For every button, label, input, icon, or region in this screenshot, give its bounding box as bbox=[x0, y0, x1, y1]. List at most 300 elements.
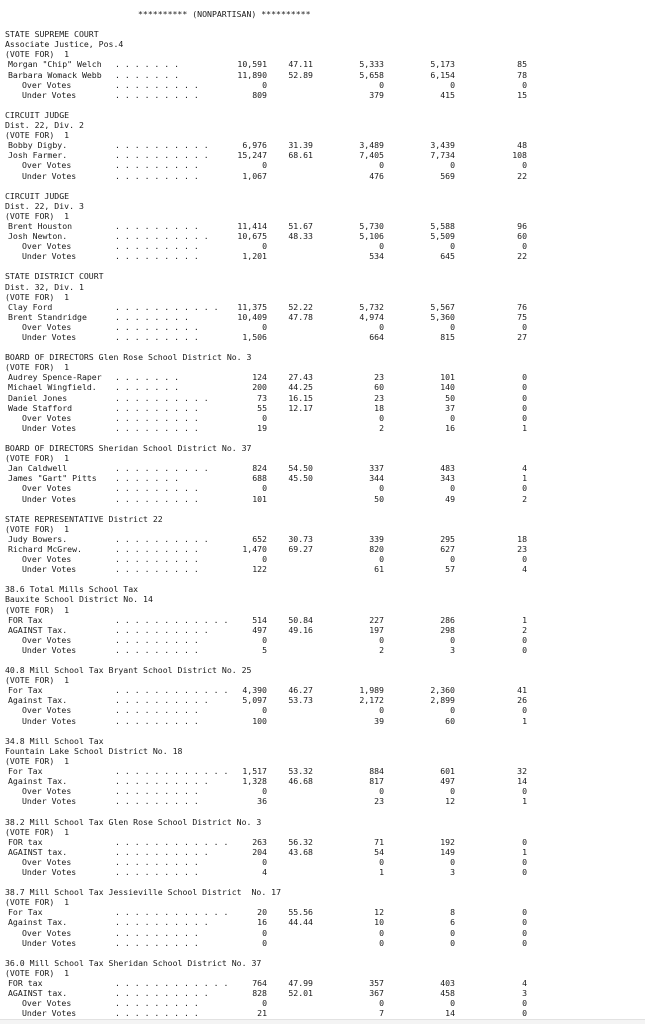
column-3-votes: 1,989 bbox=[359, 685, 384, 696]
column-4-votes: 192 bbox=[440, 836, 455, 847]
vote-percent: 54.50 bbox=[288, 463, 313, 474]
leader-dots: . . . . . . . . . . bbox=[115, 463, 209, 474]
column-4-votes: 6,154 bbox=[430, 69, 455, 80]
race-section bbox=[5, 352, 640, 433]
vote-percent: 50.84 bbox=[288, 614, 313, 625]
column-4-votes: 2,899 bbox=[430, 695, 455, 706]
summary-row bbox=[5, 80, 640, 90]
total-votes: 0 bbox=[262, 998, 267, 1009]
column-3-votes: 60 bbox=[374, 382, 384, 393]
vote-percent: 69.27 bbox=[288, 543, 313, 554]
total-votes: 1,517 bbox=[242, 766, 267, 777]
column-5-votes: 4 bbox=[522, 564, 527, 575]
total-votes: 15,247 bbox=[237, 150, 267, 161]
total-votes: 0 bbox=[262, 160, 267, 171]
column-3-votes: 884 bbox=[369, 766, 384, 777]
candidate-row bbox=[5, 776, 640, 786]
column-3-votes: 7 bbox=[379, 1008, 384, 1019]
column-4-votes: 0 bbox=[450, 483, 455, 494]
candidate-row bbox=[5, 372, 640, 382]
leader-dots: . . . . . . . bbox=[115, 382, 180, 393]
leader-dots: . . . . . . . . . bbox=[115, 715, 199, 726]
column-4-votes: 343 bbox=[440, 473, 455, 484]
choice-name: Over Votes bbox=[22, 241, 72, 252]
vote-for-label: (VOTE FOR) 1 bbox=[5, 362, 70, 373]
column-5-votes: 96 bbox=[517, 220, 527, 231]
choice-name: Brent Standridge bbox=[8, 311, 87, 322]
column-3-votes: 197 bbox=[369, 624, 384, 635]
leader-dots: . . . . . . . . . bbox=[115, 554, 199, 565]
summary-row bbox=[5, 251, 640, 261]
total-votes: 204 bbox=[252, 846, 267, 857]
vote-percent: 46.27 bbox=[288, 685, 313, 696]
total-votes: 0 bbox=[262, 241, 267, 252]
choice-name: Against Tax. bbox=[8, 776, 68, 787]
header-text: ********** (NONPARTISAN) ********** bbox=[138, 9, 311, 19]
race-title: BOARD OF DIRECTORS Sheridan School District No. 37 bbox=[5, 443, 252, 454]
vote-for-label: (VOTE FOR) 1 bbox=[5, 210, 70, 221]
column-3-votes: 0 bbox=[379, 321, 384, 332]
candidate-row bbox=[5, 221, 640, 231]
total-votes: 764 bbox=[252, 978, 267, 988]
vote-percent: 53.32 bbox=[288, 766, 313, 777]
race-section bbox=[5, 584, 640, 655]
leader-dots: . . . . . . . . . . bbox=[115, 150, 209, 161]
summary-row bbox=[5, 413, 640, 423]
total-votes: 10,675 bbox=[237, 231, 267, 242]
vote-percent: 43.68 bbox=[288, 846, 313, 857]
leader-dots: . . . . . . . . . bbox=[115, 89, 199, 100]
choice-name: Over Votes bbox=[22, 412, 72, 423]
leader-dots: . . . . . . . . . bbox=[115, 937, 199, 948]
column-4-votes: 458 bbox=[440, 988, 455, 999]
column-4-votes: 3,439 bbox=[430, 140, 455, 151]
leader-dots: . . . . . . . . . bbox=[115, 998, 199, 1009]
column-5-votes: 0 bbox=[522, 382, 527, 393]
vote-percent: 30.73 bbox=[288, 533, 313, 544]
candidate-row bbox=[5, 393, 640, 403]
column-4-votes: 5,588 bbox=[430, 220, 455, 231]
column-4-votes: 37 bbox=[445, 402, 455, 413]
column-5-votes: 0 bbox=[522, 634, 527, 645]
choice-name: Under Votes bbox=[22, 866, 77, 877]
choice-name: Michael Wingfield. bbox=[8, 382, 97, 393]
race-section bbox=[5, 29, 640, 100]
column-4-votes: 298 bbox=[440, 624, 455, 635]
column-3-votes: 820 bbox=[369, 543, 384, 554]
total-votes: 11,890 bbox=[237, 69, 267, 80]
vote-percent: 48.33 bbox=[288, 231, 313, 242]
candidate-row bbox=[5, 917, 640, 927]
summary-row bbox=[5, 494, 640, 504]
column-4-votes: 8 bbox=[450, 907, 455, 918]
leader-dots: . . . . . . . . . bbox=[115, 796, 199, 807]
column-5-votes: 78 bbox=[517, 69, 527, 80]
column-4-votes: 645 bbox=[440, 251, 455, 262]
vote-for-label: (VOTE FOR) 1 bbox=[5, 604, 70, 615]
column-5-votes: 1 bbox=[522, 422, 527, 433]
total-votes: 0 bbox=[262, 634, 267, 645]
choice-name: Over Votes bbox=[22, 79, 72, 90]
column-4-votes: 49 bbox=[445, 493, 455, 504]
race-title: Bauxite School District No. 14 bbox=[5, 594, 153, 605]
column-5-votes: 27 bbox=[517, 332, 527, 342]
vote-percent: 12.17 bbox=[288, 402, 313, 413]
vote-percent: 52.01 bbox=[288, 988, 313, 999]
column-3-votes: 5,658 bbox=[359, 69, 384, 80]
column-3-votes: 0 bbox=[379, 554, 384, 565]
choice-name: Under Votes bbox=[22, 493, 77, 504]
leader-dots: . . . . . . . . . . . . bbox=[115, 685, 229, 696]
races-container bbox=[5, 29, 640, 1018]
vote-for-label: (VOTE FOR) 1 bbox=[5, 49, 70, 60]
race-title: 34.8 Mill School Tax bbox=[5, 735, 104, 746]
total-votes: 497 bbox=[252, 624, 267, 635]
summary-row bbox=[5, 1008, 640, 1018]
column-4-votes: 403 bbox=[440, 978, 455, 988]
column-3-votes: 5,106 bbox=[359, 231, 384, 242]
choice-name: Over Votes bbox=[22, 160, 72, 171]
choice-name: Under Votes bbox=[22, 796, 77, 807]
summary-row bbox=[5, 171, 640, 181]
column-3-votes: 0 bbox=[379, 705, 384, 716]
column-5-votes: 0 bbox=[522, 786, 527, 797]
vote-percent: 47.99 bbox=[288, 978, 313, 988]
leader-dots: . . . . . . . . . . . . bbox=[115, 766, 229, 777]
column-3-votes: 0 bbox=[379, 634, 384, 645]
choice-name: Under Votes bbox=[22, 564, 77, 575]
leader-dots: . . . . . . . . bbox=[115, 311, 189, 322]
column-5-votes: 0 bbox=[522, 79, 527, 90]
leader-dots: . . . . . . . . . . . . bbox=[115, 978, 229, 988]
column-5-votes: 0 bbox=[522, 907, 527, 918]
choice-name: Over Votes bbox=[22, 786, 72, 797]
vote-for-label: (VOTE FOR) 1 bbox=[5, 826, 70, 837]
column-4-votes: 627 bbox=[440, 543, 455, 554]
total-votes: 20 bbox=[257, 907, 267, 918]
column-3-votes: 0 bbox=[379, 786, 384, 797]
column-4-votes: 601 bbox=[440, 766, 455, 777]
column-4-votes: 5,173 bbox=[430, 59, 455, 70]
summary-row bbox=[5, 796, 640, 806]
column-5-votes: 1 bbox=[522, 846, 527, 857]
total-votes: 0 bbox=[262, 705, 267, 716]
column-3-votes: 3,489 bbox=[359, 140, 384, 151]
column-5-votes: 41 bbox=[517, 685, 527, 696]
column-3-votes: 0 bbox=[379, 998, 384, 1009]
summary-row bbox=[5, 928, 640, 938]
column-5-votes: 0 bbox=[522, 927, 527, 938]
vote-percent: 47.78 bbox=[288, 311, 313, 322]
column-5-votes: 0 bbox=[522, 705, 527, 716]
column-3-votes: 18 bbox=[374, 402, 384, 413]
column-3-votes: 2 bbox=[379, 644, 384, 655]
summary-row bbox=[5, 867, 640, 877]
column-3-votes: 2 bbox=[379, 422, 384, 433]
column-5-votes: 0 bbox=[522, 241, 527, 252]
column-3-votes: 54 bbox=[374, 846, 384, 857]
column-4-votes: 286 bbox=[440, 614, 455, 625]
leader-dots: . . . . . . . . . bbox=[115, 220, 199, 231]
column-5-votes: 48 bbox=[517, 140, 527, 151]
choice-name: Against Tax. bbox=[8, 695, 68, 706]
leader-dots: . . . . . . . . . . bbox=[115, 140, 209, 151]
summary-row bbox=[5, 423, 640, 433]
column-5-votes: 0 bbox=[522, 392, 527, 403]
column-5-votes: 0 bbox=[522, 644, 527, 655]
column-4-votes: 3 bbox=[450, 644, 455, 655]
choice-name: James "Gart" Pitts bbox=[8, 473, 97, 484]
race-title: CIRCUIT JUDGE bbox=[5, 190, 70, 201]
column-3-votes: 0 bbox=[379, 241, 384, 252]
total-votes: 4,390 bbox=[242, 685, 267, 696]
total-votes: 0 bbox=[262, 79, 267, 90]
leader-dots: . . . . . . . . . . bbox=[115, 533, 209, 544]
column-3-votes: 23 bbox=[374, 796, 384, 807]
race-section bbox=[5, 958, 640, 1019]
choice-name: Over Votes bbox=[22, 998, 72, 1009]
column-4-votes: 0 bbox=[450, 241, 455, 252]
choice-name: Under Votes bbox=[22, 170, 77, 181]
total-votes: 1,470 bbox=[242, 543, 267, 554]
race-title: 38.2 Mill School Tax Glen Rose School District No. 3 bbox=[5, 816, 262, 827]
race-section bbox=[5, 443, 640, 504]
column-5-votes: 0 bbox=[522, 160, 527, 171]
column-4-votes: 3 bbox=[450, 866, 455, 877]
vote-for-label: (VOTE FOR) 1 bbox=[5, 967, 70, 978]
column-4-votes: 483 bbox=[440, 463, 455, 474]
summary-row bbox=[5, 322, 640, 332]
column-4-votes: 0 bbox=[450, 634, 455, 645]
column-5-votes: 0 bbox=[522, 856, 527, 867]
total-votes: 0 bbox=[262, 856, 267, 867]
total-votes: 0 bbox=[262, 483, 267, 494]
leader-dots: . . . . . . . . . . bbox=[115, 624, 209, 635]
column-4-votes: 101 bbox=[440, 372, 455, 383]
column-5-votes: 0 bbox=[522, 866, 527, 877]
leader-dots: . . . . . . . . . bbox=[115, 564, 199, 575]
column-5-votes: 0 bbox=[522, 483, 527, 494]
leader-dots: . . . . . . . . . bbox=[115, 332, 199, 342]
choice-name: Jan Caldwell bbox=[8, 463, 68, 474]
total-votes: 652 bbox=[252, 533, 267, 544]
choice-name: AGAINST Tax. bbox=[8, 624, 68, 635]
race-title: 40.8 Mill School Tax Bryant School District No. 25 bbox=[5, 665, 252, 676]
race-section bbox=[5, 110, 640, 181]
column-4-votes: 0 bbox=[450, 705, 455, 716]
leader-dots: . . . . . . . . . bbox=[115, 422, 199, 433]
total-votes: 16 bbox=[257, 917, 267, 928]
column-3-votes: 664 bbox=[369, 332, 384, 342]
choice-name: Barbara Womack Webb bbox=[8, 69, 102, 80]
vote-percent: 44.44 bbox=[288, 917, 313, 928]
leader-dots: . . . . . . . bbox=[115, 372, 180, 383]
vote-percent: 56.32 bbox=[288, 836, 313, 847]
vote-for-label: (VOTE FOR) 1 bbox=[5, 755, 70, 766]
total-votes: 10,591 bbox=[237, 59, 267, 70]
column-5-votes: 4 bbox=[522, 978, 527, 988]
column-3-votes: 7,405 bbox=[359, 150, 384, 161]
leader-dots: . . . . . . . . . bbox=[115, 412, 199, 423]
leader-dots: . . . . . . . . . . bbox=[115, 917, 209, 928]
total-votes: 1,201 bbox=[242, 251, 267, 262]
race-title: STATE DISTRICT COURT bbox=[5, 271, 104, 282]
column-4-votes: 0 bbox=[450, 412, 455, 423]
total-votes: 828 bbox=[252, 988, 267, 999]
race-title: 36.0 Mill School Tax Sheridan School District No. 37 bbox=[5, 957, 262, 968]
choice-name: Over Votes bbox=[22, 856, 72, 867]
leader-dots: . . . . . . . bbox=[115, 473, 180, 484]
race-title: STATE SUPREME COURT bbox=[5, 29, 99, 40]
column-4-votes: 0 bbox=[450, 321, 455, 332]
column-4-votes: 0 bbox=[450, 79, 455, 90]
column-4-votes: 12 bbox=[445, 796, 455, 807]
candidate-row bbox=[5, 766, 640, 776]
column-3-votes: 367 bbox=[369, 988, 384, 999]
vote-percent: 68.61 bbox=[288, 150, 313, 161]
race-title: Dist. 32, Div. 1 bbox=[5, 281, 84, 292]
vote-percent: 55.56 bbox=[288, 907, 313, 918]
column-3-votes: 23 bbox=[374, 392, 384, 403]
column-4-votes: 0 bbox=[450, 856, 455, 867]
column-5-votes: 18 bbox=[517, 533, 527, 544]
column-4-votes: 0 bbox=[450, 786, 455, 797]
candidate-row bbox=[5, 463, 640, 473]
total-votes: 0 bbox=[262, 937, 267, 948]
column-5-votes: 0 bbox=[522, 836, 527, 847]
column-5-votes: 3 bbox=[522, 988, 527, 999]
column-4-votes: 0 bbox=[450, 554, 455, 565]
column-3-votes: 10 bbox=[374, 917, 384, 928]
summary-row bbox=[5, 705, 640, 715]
total-votes: 5 bbox=[262, 644, 267, 655]
column-5-votes: 0 bbox=[522, 1008, 527, 1019]
leader-dots: . . . . . . . . . . bbox=[115, 392, 209, 403]
candidate-row bbox=[5, 685, 640, 695]
column-4-votes: 295 bbox=[440, 533, 455, 544]
column-3-votes: 61 bbox=[374, 564, 384, 575]
choice-name: Over Votes bbox=[22, 554, 72, 565]
leader-dots: . . . . . . . bbox=[115, 59, 180, 70]
column-3-votes: 0 bbox=[379, 412, 384, 423]
total-votes: 100 bbox=[252, 715, 267, 726]
leader-dots: . . . . . . . . . bbox=[115, 160, 199, 171]
column-5-votes: 0 bbox=[522, 372, 527, 383]
candidate-row bbox=[5, 978, 640, 988]
column-5-votes: 1 bbox=[522, 473, 527, 484]
summary-row bbox=[5, 645, 640, 655]
column-4-votes: 5,567 bbox=[430, 301, 455, 312]
choice-name: Over Votes bbox=[22, 927, 72, 938]
candidate-row bbox=[5, 473, 640, 483]
column-4-votes: 0 bbox=[450, 160, 455, 171]
leader-dots: . . . . . . . . . . bbox=[115, 776, 209, 787]
column-4-votes: 149 bbox=[440, 846, 455, 857]
column-5-votes: 23 bbox=[517, 543, 527, 554]
column-5-votes: 0 bbox=[522, 321, 527, 332]
results-document bbox=[5, 9, 640, 1018]
summary-row bbox=[5, 332, 640, 342]
choice-name: For Tax bbox=[8, 907, 43, 918]
vote-percent: 51.67 bbox=[288, 220, 313, 231]
choice-name: Wade Stafford bbox=[8, 402, 73, 413]
column-3-votes: 39 bbox=[374, 715, 384, 726]
choice-name: Under Votes bbox=[22, 937, 77, 948]
choice-name: Daniel Jones bbox=[8, 392, 68, 403]
column-3-votes: 0 bbox=[379, 856, 384, 867]
race-title: Associate Justice, Pos.4 bbox=[5, 39, 124, 50]
summary-row bbox=[5, 635, 640, 645]
vote-percent: 31.39 bbox=[288, 140, 313, 151]
column-4-votes: 497 bbox=[440, 776, 455, 787]
leader-dots: . . . . . . . . . bbox=[115, 786, 199, 797]
leader-dots: . . . . . . . . . . . . bbox=[115, 907, 229, 918]
race-title: STATE REPRESENTATIVE District 22 bbox=[5, 513, 163, 524]
race-section bbox=[5, 271, 640, 342]
column-5-votes: 108 bbox=[512, 150, 527, 161]
candidate-row bbox=[5, 140, 640, 150]
race-title: Dist. 22, Div. 3 bbox=[5, 200, 84, 211]
column-5-votes: 4 bbox=[522, 463, 527, 474]
choice-name: Under Votes bbox=[22, 422, 77, 433]
column-4-votes: 6 bbox=[450, 917, 455, 928]
total-votes: 1,328 bbox=[242, 776, 267, 787]
column-4-votes: 815 bbox=[440, 332, 455, 342]
choice-name: Under Votes bbox=[22, 1008, 77, 1019]
column-3-votes: 0 bbox=[379, 160, 384, 171]
choice-name: Under Votes bbox=[22, 715, 77, 726]
choice-name: Audrey Spence-Raper bbox=[8, 372, 102, 383]
race-title: Dist. 22, Div. 2 bbox=[5, 120, 84, 131]
total-votes: 0 bbox=[262, 321, 267, 332]
column-5-votes: 75 bbox=[517, 311, 527, 322]
vote-for-label: (VOTE FOR) 1 bbox=[5, 291, 70, 302]
race-title: BOARD OF DIRECTORS Glen Rose School District No. 3 bbox=[5, 352, 252, 363]
vote-for-label: (VOTE FOR) 1 bbox=[5, 897, 70, 908]
column-3-votes: 344 bbox=[369, 473, 384, 484]
race-section bbox=[5, 736, 640, 807]
column-4-votes: 0 bbox=[450, 998, 455, 1009]
column-3-votes: 2,172 bbox=[359, 695, 384, 706]
column-3-votes: 534 bbox=[369, 251, 384, 262]
candidate-row bbox=[5, 544, 640, 554]
choice-name: Against Tax. bbox=[8, 917, 68, 928]
column-3-votes: 12 bbox=[374, 907, 384, 918]
leader-dots: . . . . . . . . . bbox=[115, 543, 199, 554]
total-votes: 0 bbox=[262, 554, 267, 565]
total-votes: 688 bbox=[252, 473, 267, 484]
choice-name: Judy Bowers. bbox=[8, 533, 68, 544]
leader-dots: . . . . . . . . . . . . bbox=[115, 614, 229, 625]
leader-dots: . . . . . . . . . bbox=[115, 321, 199, 332]
total-votes: 0 bbox=[262, 927, 267, 938]
summary-row bbox=[5, 998, 640, 1008]
column-5-votes: 22 bbox=[517, 170, 527, 181]
candidate-row bbox=[5, 70, 640, 80]
column-5-votes: 0 bbox=[522, 937, 527, 948]
candidate-row bbox=[5, 625, 640, 635]
vote-percent: 49.16 bbox=[288, 624, 313, 635]
total-votes: 73 bbox=[257, 392, 267, 403]
column-5-votes: 85 bbox=[517, 59, 527, 70]
total-votes: 10,409 bbox=[237, 311, 267, 322]
race-section bbox=[5, 191, 640, 262]
total-votes: 19 bbox=[257, 422, 267, 433]
summary-row bbox=[5, 938, 640, 948]
total-votes: 514 bbox=[252, 614, 267, 625]
race-section bbox=[5, 887, 640, 948]
column-3-votes: 50 bbox=[374, 493, 384, 504]
